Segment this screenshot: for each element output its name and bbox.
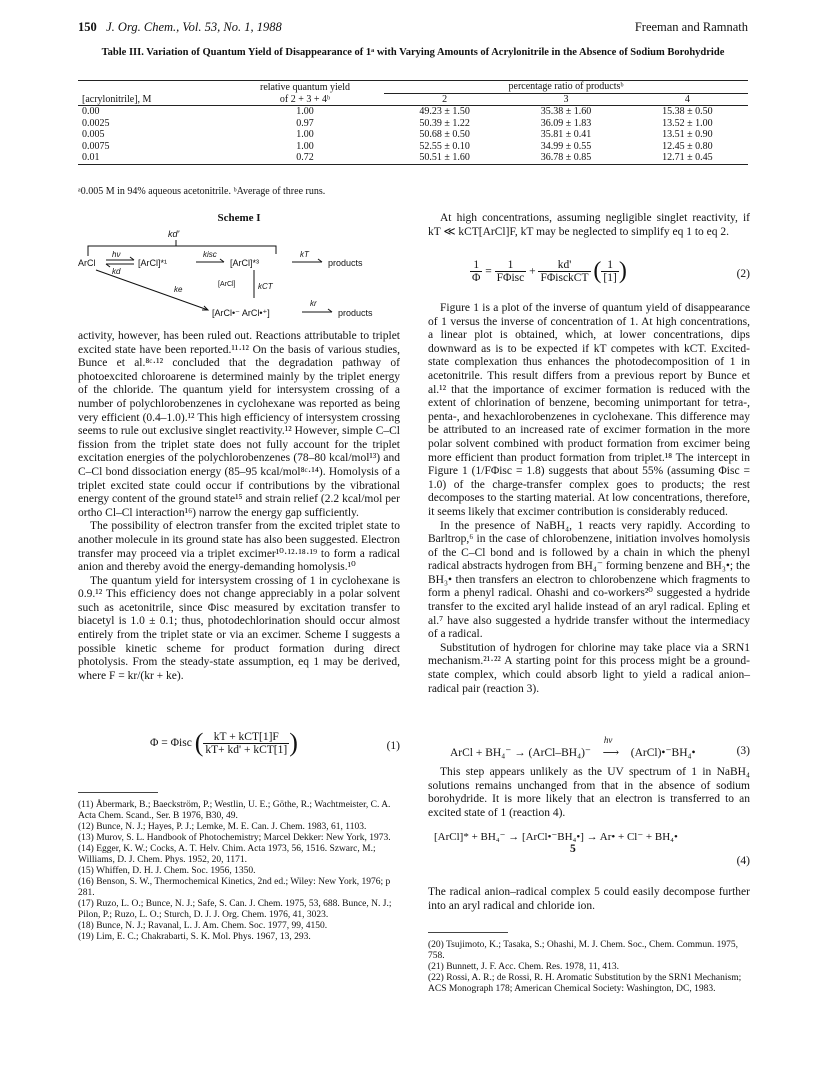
right-paragraph-6: The radical anion–radical complex 5 could easily decompose further into an aryl radical and chloride ion. [428, 886, 750, 912]
reference-item: (11) Åbermark, B.; Baeckström, P.; Westlin, U. E.; Göthe, R.; Wachtmeister, C. A. Acta Chem. Scand., Ser. B 1976, B30, 49. [78, 800, 391, 821]
table-footnote: ᵃ0.005 M in 94% aqueous acetonitrile. ᵇAverage of three runs. [78, 186, 326, 197]
eq1-lhs: Φ = Φisc [150, 737, 192, 749]
reference-item: (21) Bunnett, J. F. Acc. Chem. Res. 1978, 11, 413. [428, 962, 619, 972]
right-column-after-eq3 [428, 766, 750, 820]
authors: Freeman and Ramnath [634, 20, 748, 34]
scheme-triplet: [ArCl]*³ [230, 258, 259, 268]
eq2-d-den: [1] [603, 272, 617, 284]
scheme-kd: kd [112, 267, 121, 276]
scheme-products-1: products [328, 258, 363, 268]
scheme-kct: kCT [258, 282, 273, 291]
right-references [428, 940, 750, 995]
scheme-arrow-diagonal [96, 270, 208, 310]
journal-citation: J. Org. Chem., Vol. 53, No. 1, 1988 [106, 20, 282, 34]
col-head-qy-2: of 2 + 3 + 4ᵇ [226, 93, 384, 106]
equation-3: ArCl + BH₄⁻ → (ArCl–BH₄)⁻ hν ⟶ (ArCl)•⁻BH₄• (3) [450, 735, 750, 759]
col-head-qy-1: relative quantum yield [226, 81, 384, 94]
right-footnote-rule [428, 932, 508, 933]
eq2-b-num: 1 [495, 259, 527, 272]
cell-p4: 15.38 ± 0.50 [662, 106, 713, 117]
eq3-hv: hν [603, 735, 613, 745]
cell-p2: 49.23 ± 1.50 [419, 106, 470, 117]
eq2-b-den: FΦisc [496, 272, 525, 284]
right-column-body [428, 302, 750, 696]
cell-p3: 35.81 ± 0.41 [540, 129, 592, 140]
right-paragraph-4: Substitution of hydrogen for chlorine may take place via a SRN1 mechanism.²¹·²² A starting point for this process might be a ground-state complex, which could absorb light to yield a radical anion–radical pair (reaction 3). [428, 641, 750, 695]
col-head-conc-spacer [78, 81, 226, 94]
reference-item: (13) Murov, S. L. Handbook of Photochemistry; Marcel Dekker: New York, 1973. [78, 833, 391, 843]
reference-item: (14) Egger, K. W.; Cocks, A. T. Helv. Chim. Acta 1973, 56, 1516. Szwarc, M.; Williams, D. J. Chem. Phys. 1952, 20, 1171. [78, 844, 376, 865]
reference-item: (20) Tsujimoto, K.; Tasaka, S.; Ohashi, M. J. Chem. Soc., Chem. Commun. 1975, 758. [428, 940, 738, 961]
cell-qy: 0.72 [226, 152, 384, 164]
eq4-expression: [ArCl]* + BH₄⁻ → [ArCl•⁻BH₄•] → Ar• + Cl⁻ + BH₄• [434, 831, 678, 843]
equation-1: Φ = Φisc ( $\frac{\text{kT + kCT[1]F}}{\text{kT+ kd' + kCT[1]}}$ ) (1) [150, 728, 400, 757]
scheme-arrow-kt [292, 259, 322, 262]
cell-qy: 1.00 [296, 129, 314, 140]
scheme-ke: ke [174, 285, 183, 294]
cell-p3: 36.09 ± 1.83 [540, 117, 592, 129]
cell-p2: 52.55 ± 0.10 [419, 140, 470, 152]
cell-p4: 13.51 ± 0.90 [662, 129, 713, 140]
right-column-top [428, 212, 750, 239]
cell-conc: 0.0025 [82, 117, 110, 129]
quantum-yield-table [78, 80, 748, 165]
equation-2: $\frac{1}{\Phi}$ = $\frac{1}{\text{FΦisc}}$ + $\frac{kd'}{\text{FΦisckCT}}$ ( $\frac{1}{[1]}$ ) (2) [472, 258, 750, 284]
right-paragraph-2: Figure 1 is a plot of the inverse of quantum yield of disappearance of 1 versus the inverse of concentration of 1. At high concentrations, a linear plot is obtained, which, at lower concentrations, dips downward as is to be expected if kT competes with kCT. Excited-state complexation thus enhances the photodecomposition of 1 in acetonitrile. This result differs from a previous report by Bunce et al.¹² that the importance of excimer formation is reduced with the extent of chlorination of benzene, becoming unimportant for tetra-, penta-, and hexachlorobenzenes in cyclohexane. This difference may be attributed to an increased rate of excimer formation in the more polar solvent combined with product formation from excimer being more efficient than product formation from triplet.¹⁸ The intercept in Figure 1 (1/FΦisc = 1.8) suggests that about 55% (assuming Φisc = 1.0) of the charge-transfer complex goes to products; the rest decomposes to the starting material. At low concentrations, therefore, it seems likely that excimer contribution is considerably reduced. [428, 302, 750, 518]
left-paragraph-1: activity, however, has been ruled out. Reactions attributable to triplet excited state have been reported.¹¹·¹² On the basis of various studies, Bunce et al.⁸ᶜ·¹² concluded that the degradation pathway of photoexcited chloroarene is determined mainly by the triplet energy of the chloride. The quantum yield for intersystem crossing of a number of polychlorobenzenes in cyclohexane was reported as being very efficient (0.4–1.0).¹² This high efficiency of intersystem crossing seems to rule out exclusive singlet reactivity.¹² However, simple C–Cl fission from the triplet state does not fully account for the triplet excitation energies of the polychlorobenzenes (78–80 kcal/mol¹³) and C–Cl bond dissociation energy (85–95 kcal/mol⁸ᶜ·¹⁴). Homolysis of a triplet excited state could occur if contributions by the vibrational energy content of the ground state¹⁵ and strain relief (2.2 kcal/mol per ortho Cl–Cl interaction¹⁶) narrow the energy gap sufficiently. [78, 330, 400, 519]
cell-p3: 34.99 ± 0.55 [540, 140, 592, 152]
cell-qy: 1.00 [296, 140, 314, 152]
right-paragraph-3: In the presence of NaBH₄, 1 reacts very rapidly. According to Barltrop,⁶ in the case of chlorobenzene, initiation involves homolysis of the C–Cl bond and is followed by a chain in which the phenyl radical abstracts hydrogen from BH₄⁻ forming benzene and BH₃•; the BH₃• then transfers an electron to chlorobenzene which fragments to form a phenyl radical. Ohashi and co-workers²⁰ suggested a hydride transfer to the excited aryl halide instead of an aryl radical. Epling et al.⁷ have also suggested a hydride transfer without the intermediacy of a radical. [428, 519, 750, 641]
running-header [78, 20, 748, 35]
eq4-label: 5 [570, 843, 576, 855]
eq1-denominator: kT+ kd' + kCT[1] [205, 743, 288, 756]
scheme-products-2: products [338, 308, 373, 318]
reference-item: (16) Benson, S. W., Thermochemical Kinetics, 2nd ed.; Wiley: New York, 1976; p 281. [78, 877, 391, 898]
eq2-number: (2) [736, 268, 750, 280]
col-head-conc: [acrylonitrile], M [78, 93, 226, 106]
eq3-right: (ArCl)•⁻BH₄• [630, 747, 696, 759]
reference-item: (22) Rossi, A. R.; de Rossi, R. H. Aromatic Substitution by the SRN1 Mechanism; ACS Monograph 178; American Chemical Society: Washington, DC, 1983. [428, 973, 742, 994]
left-references [78, 800, 400, 943]
scheme-kt: kT [300, 250, 309, 259]
col-head-3: 3 [505, 93, 626, 106]
reference-item: (17) Ruzo, L. O.; Bunce, N. J.; Safe, S. Can. J. Chem. 1975, 53, 688. Bunce, N. J.; Pilon, P.; Ruzo, L. O.; Sturch, D. J. J. Org. Chem. 1976, 41, 3023. [78, 899, 392, 920]
scheme-hv: hν [112, 250, 121, 259]
cell-p4: 13.52 ± 1.00 [662, 117, 713, 129]
reference-item: (15) Whiffen, D. H. J. Chem. Soc. 1956, 1350. [78, 866, 256, 876]
cell-qy: 0.97 [296, 117, 314, 129]
cell-p2: 50.39 ± 1.22 [419, 117, 470, 129]
eq3-number: (3) [736, 745, 750, 757]
cell-conc: 0.00 [82, 106, 100, 117]
eq1-numerator: kT + kCT[1]F [203, 731, 289, 744]
eq2-a-den: Φ [472, 272, 481, 284]
cell-p2: 50.51 ± 1.60 [384, 152, 505, 164]
eq2-c-num: kd' [538, 259, 590, 272]
table-row [78, 152, 748, 164]
left-paragraph-2: The possibility of electron transfer from the excited triplet state to another molecule in its ground state has also been suggested. Electron transfer may proceed via a triplet excimer¹⁰·¹²·¹⁸·¹⁹ to form a radical anion and thereby avoid the energy-demanding homolysis.¹⁰ [78, 520, 400, 574]
eq2-d-num: 1 [601, 259, 618, 272]
col-head-2: 2 [384, 93, 505, 106]
scheme-diagram [78, 226, 408, 326]
scheme-arrow-kr [302, 309, 332, 312]
cell-p4: 12.45 ± 0.80 [662, 140, 713, 152]
equation-4 [434, 830, 750, 867]
right-paragraph-5: This step appears unlikely as the UV spectrum of 1 in NaBH₄ solutions remains unchanged from that in the absence of sodium borohydride. It is more likely that an electron is transferred to an excited state of 1 (reaction 4). [428, 766, 750, 819]
table-row [78, 129, 748, 141]
scheme-arcl: ArCl [78, 258, 96, 268]
cell-conc: 0.0075 [82, 140, 110, 152]
eq2-a-num: 1 [470, 259, 482, 272]
col-head-ratio: percentage ratio of productsᵇ [384, 81, 748, 94]
right-column-after-eq4 [428, 886, 750, 913]
cell-p4: 12.71 ± 0.45 [627, 152, 748, 164]
scheme-kr: kr [310, 299, 317, 308]
cell-conc: 0.005 [82, 129, 105, 140]
eq1-number: (1) [386, 740, 400, 752]
page-number: 150 [78, 20, 97, 34]
scheme-kd-prime: kd' [168, 229, 180, 239]
cell-qy: 1.00 [296, 106, 314, 117]
reference-item: (18) Bunce, N. J.; Ravanal, L. J. Am. Chem. Soc. 1977, 99, 4150. [78, 921, 328, 931]
eq4-number: (4) [736, 855, 750, 867]
cell-p3: 35.38 ± 1.60 [540, 106, 592, 117]
right-paragraph-1: At high concentrations, assuming negligible singlet reactivity, if kT ≪ kCT[ArCl]F, kT may be neglected to simplify eq 1 to eq 2. [428, 212, 750, 238]
eq3-left: ArCl + BH₄⁻ → (ArCl–BH₄)⁻ [450, 747, 592, 759]
scheme-arrow-isc [196, 259, 224, 262]
cell-p2: 50.68 ± 0.50 [419, 129, 470, 140]
scheme-exciplex: [ArCl•⁻ ArCl•⁺] [212, 308, 270, 318]
scheme-kisc: kisc [203, 250, 217, 259]
cell-conc: 0.01 [78, 152, 226, 164]
col-head-4: 4 [627, 93, 748, 106]
scheme-singlet: [ArCl]*¹ [138, 258, 167, 268]
table-row [78, 106, 748, 118]
left-footnote-rule [78, 792, 158, 793]
left-paragraph-3: The quantum yield for intersystem crossing of 1 in cyclohexane is 0.9.¹² This efficiency does not change appreciably in a polar solvent such as acetonitrile, since Φisc measured by excitation transfer to biacetyl is 1.0 ± 0.1; thus, photodechlorination should occur almost entirely from the triplet state or via an excimer. Scheme I suggests a possible kinetic scheme for product formation during direct photolysis. From the steady-state assumption, eq 1 may be derived, where F = kr/(kr + ke). [78, 574, 400, 682]
eq2-c-den: FΦisckCT [540, 272, 589, 284]
table-row [78, 118, 748, 130]
table-caption: Table III. Variation of Quantum Yield of Disappearance of 1ᵃ with Varying Amounts of Acrylonitrile in the Absence of Sodium Borohydride [101, 47, 725, 58]
reference-item: (12) Bunce, N. J.; Hayes, P. J.; Lemke, M. E. Can. J. Chem. 1983, 61, 1103. [78, 822, 367, 832]
scheme-title: Scheme I [217, 212, 261, 224]
table-row [78, 141, 748, 153]
left-column [78, 330, 400, 683]
cell-p3: 36.78 ± 0.85 [505, 152, 626, 164]
reference-item: (19) Lim, E. C.; Chakrabarti, S. K. Mol. Phys. 1967, 13, 293. [78, 932, 311, 942]
scheme-arcl-quencher: [ArCl] [218, 281, 236, 288]
